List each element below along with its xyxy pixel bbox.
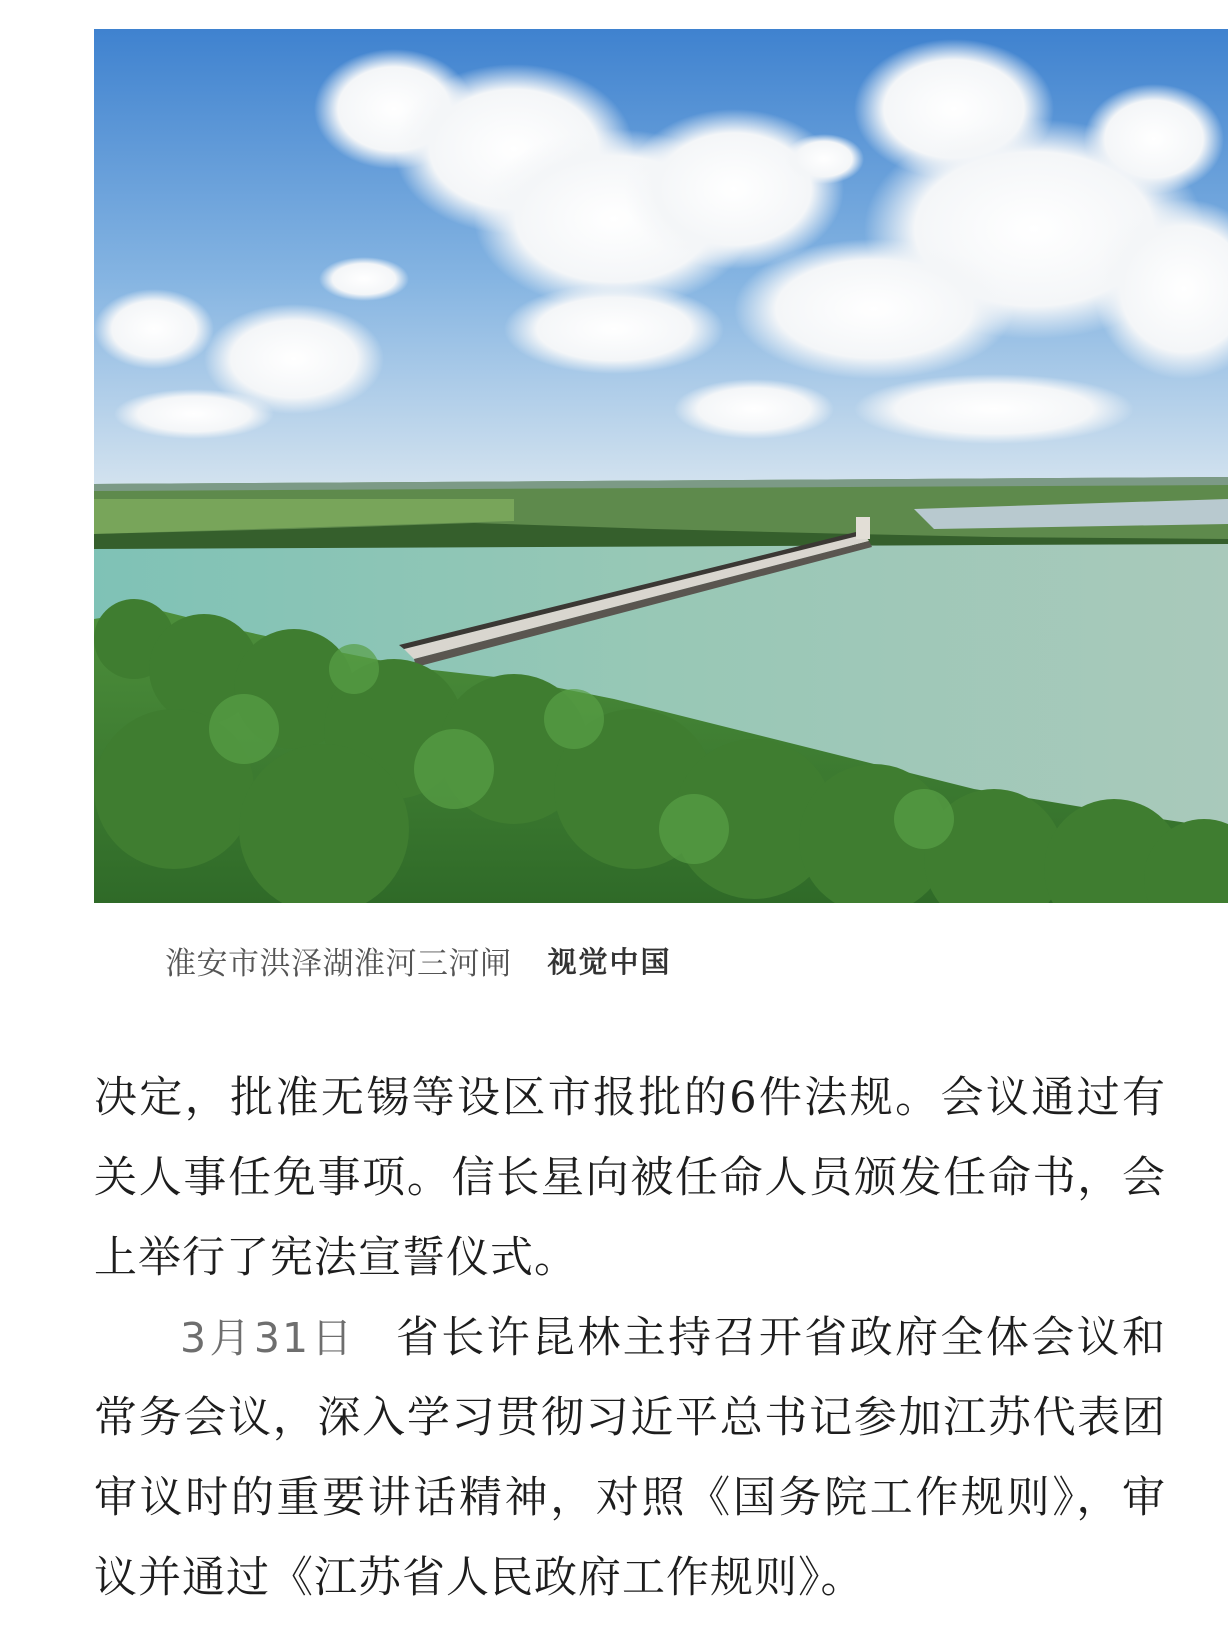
date-label: 3月31日 xyxy=(180,1314,356,1362)
paragraph-dated xyxy=(94,1298,1166,1618)
lake-bridge-photo xyxy=(94,29,1228,903)
article-body xyxy=(94,1058,1166,1618)
article-photo xyxy=(94,29,1228,903)
caption-text: 淮安市洪泽湖淮河三河闸 xyxy=(165,945,512,982)
paragraph-text: 省长许昆林主持召开省政府全体会议和常务会议，深入学习贯彻习近平总书记参加江苏代表团审议时的重要讲话精神，对照《国务院工作规则》，审议并通过《江苏省人民政府工作规则》。 xyxy=(94,1313,1166,1603)
caption-credit: 视觉中国 xyxy=(547,944,672,979)
photo-caption xyxy=(165,935,672,985)
paragraph: 决定，批准无锡等设区市报批的6件法规。会议通过有关人事任免事项。信长星向被任命人员颁发任命书，会上举行了宪法宣誓仪式。 xyxy=(94,1073,1166,1283)
